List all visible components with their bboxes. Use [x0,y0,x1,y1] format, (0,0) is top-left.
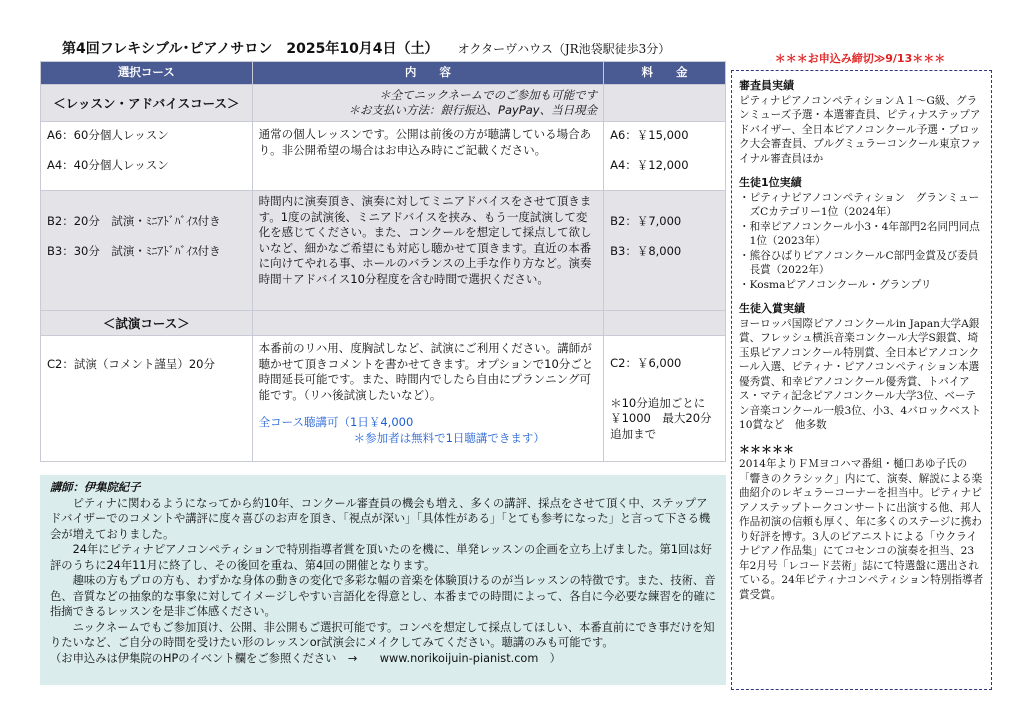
content-c [252,336,604,462]
price-a6: A6：￥15,000 [610,128,689,142]
header-content: 内 容 [252,62,604,85]
audit-note: ＊参加者は無料で1日聴講できます） [353,430,545,445]
instructor-paragraph: ニックネームでもご参加頂け、公開、非公開もご選択可能です。コンペを想定して採点してほしい、本番直前にでき事だけを知りたいなど、ご自分の時間を受けたい形のレッスンor試演会にメイクしてみてください。聴講のみも可能です。 [50,620,715,649]
list-item: ・Kosmaピアノコンクール・グランプリ [739,278,932,291]
content-a: 通常の個人レッスンです。公開は前後の方が聴講している場合あり。非公開希望の場合はお申込み時にご記載ください。 [252,122,604,191]
first-place-section [739,176,984,292]
price-cell-c [604,336,726,462]
course-b2: B2：20分 試演・ﾐﾆｱﾄﾞﾊﾞｲｽ付き [47,214,221,228]
profile-sidebar [731,70,992,690]
instructor-paragraph: 24年にピティナピアノコンペティションで特別指導者賞を頂いたのを機に、単発レッスンの企画を立ち上げました。第1回は好評のうちに24年11月に終了し、その後回を重ね、第4回の開催となります。 [50,543,712,572]
awards-text: ヨーロッパ国際ピアノコンクールin Japan大学A銀賞、フレッシュ横浜音楽コンクール大学S銀賞、埼玉県ピアノコンクール特別賞、全日本ピアノコンクール入選、ピティナ・ピアノコンペティション本選優秀賞、和幸ピアノコンクール優秀賞、トバイアス・マティ記念ピアノコンクール大学3位、ベーテン音楽コンクール一般3位、小3、4バロックベスト10賞など 他多数 [739,317,982,431]
instructor-paragraph: ピティナに関わるようになってから約10年、コンクール審査員の機会も増え、多くの講評、採点をさせて頂く中、ステップアドバイザーでのコメントや講評に度々喜びのお声を頂き、「視点が深い」「具体性がある」「とても参考になった」と言って下さる機会が増えておりました。 [50,496,711,541]
venue-text: オクターヴハウス（JR池袋駅徒歩3分） [457,42,671,56]
table-header-row [41,62,726,85]
price-b3: B3：￥8,000 [610,244,682,258]
judge-text: ピティナピアノコンペティションＡ１～G級、グランミューズ予選・本選審査員、ピティナステップアドバイザー、全日本ピアノコンクール予選・ブロック大会審査員、ブルグミュラーコンクール東京ファイナル審査員ほか [739,94,982,165]
stars-divider: ＊＊＊＊＊ [739,442,794,456]
instructor-name: 講師：伊集院紀子 [50,481,141,494]
price-c2: C2：￥6,000 [610,356,682,370]
course-c2: C2：試演（コメント謹呈）20分 [41,336,253,462]
event-title: 第4回フレキシブル･ピアノサロン 2025年10月4日（土） [62,41,439,57]
deadline-banner: ＊＊＊お申込み締切≫9/13＊＊＊ [774,52,946,65]
first-place-title: 生徒1位実績 [739,176,802,189]
price-b2: B2：￥7,000 [610,214,682,228]
course-table [40,61,726,462]
lesson-category-row [41,85,726,122]
table-row [41,191,726,311]
awards-section [739,302,984,433]
instructor-section [40,475,726,685]
course-a6: A6：60分個人レッスン [47,128,169,142]
extension-note: ＊10分追加ごとに￥1000 最大20分追加まで [610,395,712,441]
trial-category-row [41,311,726,336]
judge-title: 審査員実績 [739,79,794,92]
lesson-category: ＜レッスン・アドバイスコース＞ [41,85,253,122]
course-cell-a [41,122,253,191]
note-nickname: ＊全てニックネームでのご参加も可能です [379,88,598,102]
course-b3: B3：30分 試演・ﾐﾆｱﾄﾞﾊﾞｲｽ付き [47,244,221,258]
price-cell-b [604,191,726,311]
lesson-notes [252,85,604,122]
judge-section [739,79,984,166]
price-cell-a [604,122,726,191]
content-c-text: 本番前のリハ用、度胸試しなど、試演にご利用ください。講師が聴かせて頂きコメントを書かせてきます。オプションで10分ごと時間延長可能です。また、時間内でしたら自由にプランニング可能です。（リハ後試演したいなど）。 [258,341,594,402]
audit-text: 全コース聴講可（1日￥4,000 [258,415,414,429]
header-price: 料 金 [604,62,726,85]
awards-title: 生徒入賞実績 [739,302,805,315]
table-row [41,122,726,191]
table-row [41,336,726,462]
price-a4: A4：￥12,000 [610,158,689,172]
list-item: ・熊谷ひばりピアノコンクールC部門金賞及び委員長賞（2022年） [739,249,979,276]
bio-section [739,443,984,603]
course-cell-b [41,191,253,311]
header-course: 選択コース [41,62,253,85]
instructor-paragraph: 趣味の方もプロの方も、わずかな身体の動きの変化で多彩な幅の音楽を体験頂けるのが当レッスンの特徴です。また、技術、音色、音質などの抽象的な事象に対してイメージしやすい言語化を得意とし、本番までの時間によって、各自に今必要な練習を的確に指摘できるレッスンを是非ご体感ください。 [50,574,716,618]
course-a4: A4：40分個人レッスン [47,158,169,172]
list-item: ・和幸ピアノコンクール小3・4年部門2名同門同点1位（2023年） [739,220,980,247]
website-line[interactable]: （お申込みは伊集院のHPのイベント欄をご参照ください → www.norikoijuin-pianist.com ） [50,651,561,665]
page-header [62,38,722,60]
content-b: 時間内に演奏頂き、演奏に対してミニアドバイスをさせて頂きます。1度の試演後、ミニアドバイスを挟み、もう一度試演して変化を感じてください。また、コンクールを想定して採点して欲しいなど、細かなご希望にも対応し聴かせて頂きます。直近の本番に向けてやれる事、ホールのバランスの上手な作り方など。演奏時間＋アドバイス10分程度を含む時間で選択ください。 [252,191,604,311]
bio-text: 2014年よりＦＭヨコハマ番組・樋口あゆ子氏の「響きのクラシック」内にて、演奏、解説による楽曲紹介のレギュラーコーナーを担当中。ピティナピアノステップトークコンサートに出演する他、邦人作品初演の信頼も厚く、年に多くのステージに携わり好評を博す。3人のピアニストによる「ウクライナピアノ作品集」にてコセンコの演奏を担当、23年2月号「レコード芸術」誌にて特選盤に選出されている。24年ピティナコンペティション特別指導者賞受賞。 [739,458,984,601]
trial-category: ＜試演コース＞ [41,311,253,336]
note-payment: ＊お支払い方法：銀行振込、PayPay、当日現金 [348,103,598,117]
list-item: ・ピティナピアノコンペティション グランミューズCカテゴリー1位（2024年） [739,191,980,218]
